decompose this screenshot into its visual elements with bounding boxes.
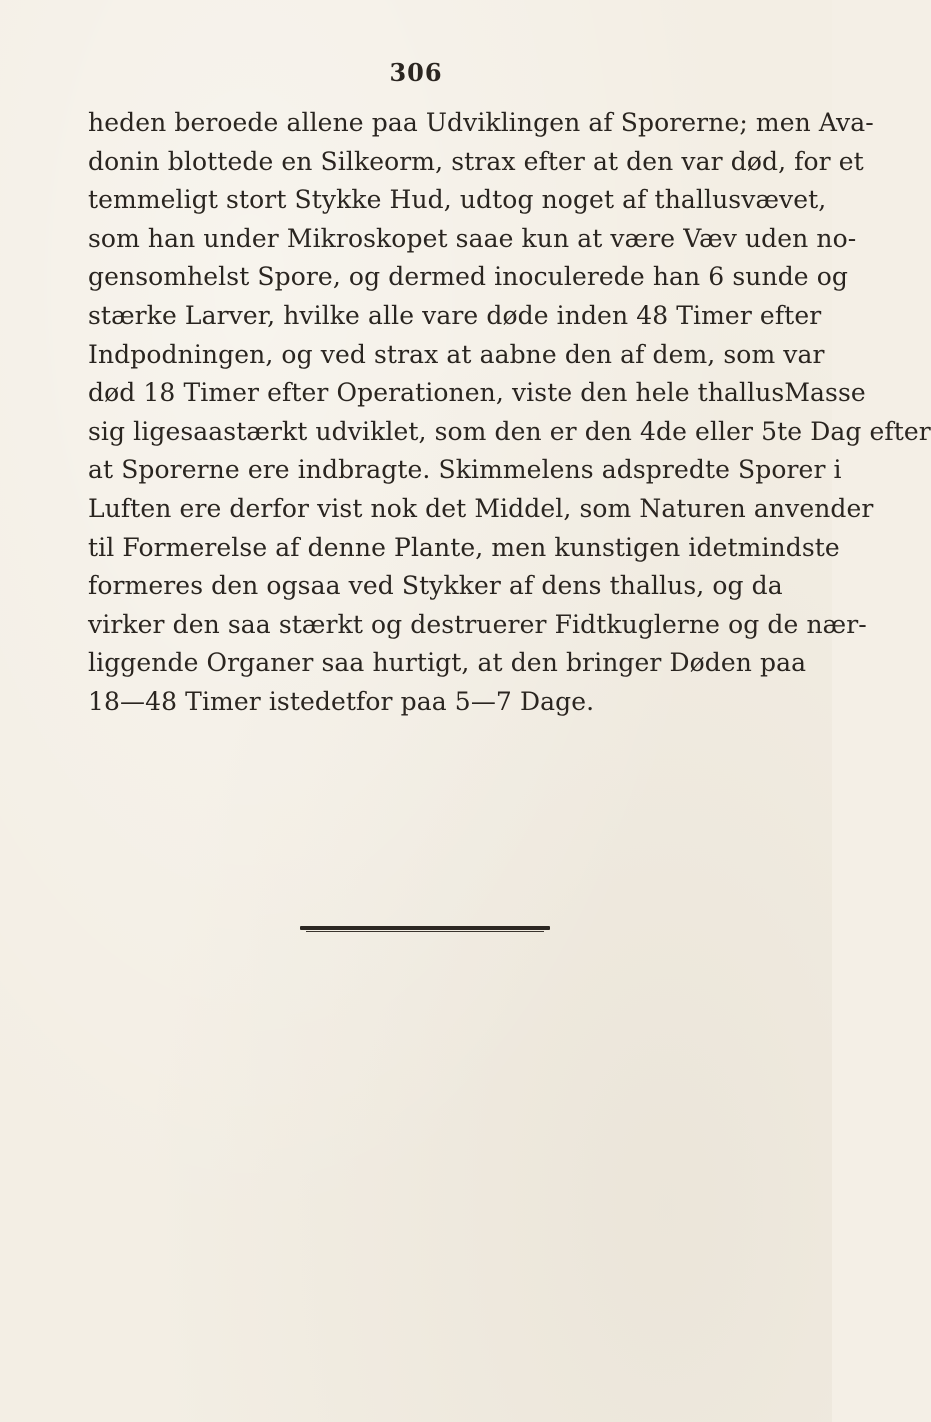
- text-line: gensomhelst Spore, og dermed inoculerede han 6 sunde og: [88, 262, 848, 292]
- text-line: Indpodningen, og ved strax at aabne den af dem, som var: [88, 339, 825, 369]
- ornamental-rule: [300, 925, 550, 932]
- rule-thick-bar: [300, 926, 550, 930]
- page-number: 306: [389, 58, 443, 87]
- text-line: heden beroede allene paa Udviklingen af Sporerne; men Ava-: [88, 108, 874, 137]
- text-line: formeres den ogsaa ved Stykker af dens thallus, og da: [88, 571, 783, 601]
- rule-thin-bar: [306, 931, 544, 932]
- text-line: død 18 Timer efter Operationen, viste den hele thallusMasse: [88, 378, 866, 408]
- text-line: Luften ere derfor vist nok det Middel, som Naturen anvender: [88, 493, 874, 523]
- text-line: som han under Mikroskopet saae kun at være Væv uden no-: [88, 223, 857, 253]
- text-line: 18—48 Timer istedetfor paa 5—7 Dage.: [88, 686, 595, 716]
- body-text: [88, 104, 931, 722]
- text-line: temmeligt stort Stykke Hud, udtog noget af thallusvævet,: [88, 185, 827, 215]
- text-line: stærke Larver, hvilke alle vare døde inden 48 Timer efter: [88, 300, 822, 330]
- text-line: liggende Organer saa hurtigt, at den bringer Døden paa: [88, 648, 807, 678]
- text-line: til Formerelse af denne Plante, men kunstigen idetmindste: [88, 532, 840, 562]
- text-line: donin blottede en Silkeorm, strax efter at den var død, for et: [88, 146, 864, 176]
- text-line: at Sporerne ere indbragte. Skimmelens adspredte Sporer i: [88, 455, 842, 485]
- text-line: sig ligesaastærkt udviklet, som den er den 4de eller 5te Dag efter: [88, 416, 931, 446]
- text-line: virker den saa stærkt og destruerer Fidtkuglerne og de nær-: [88, 609, 867, 639]
